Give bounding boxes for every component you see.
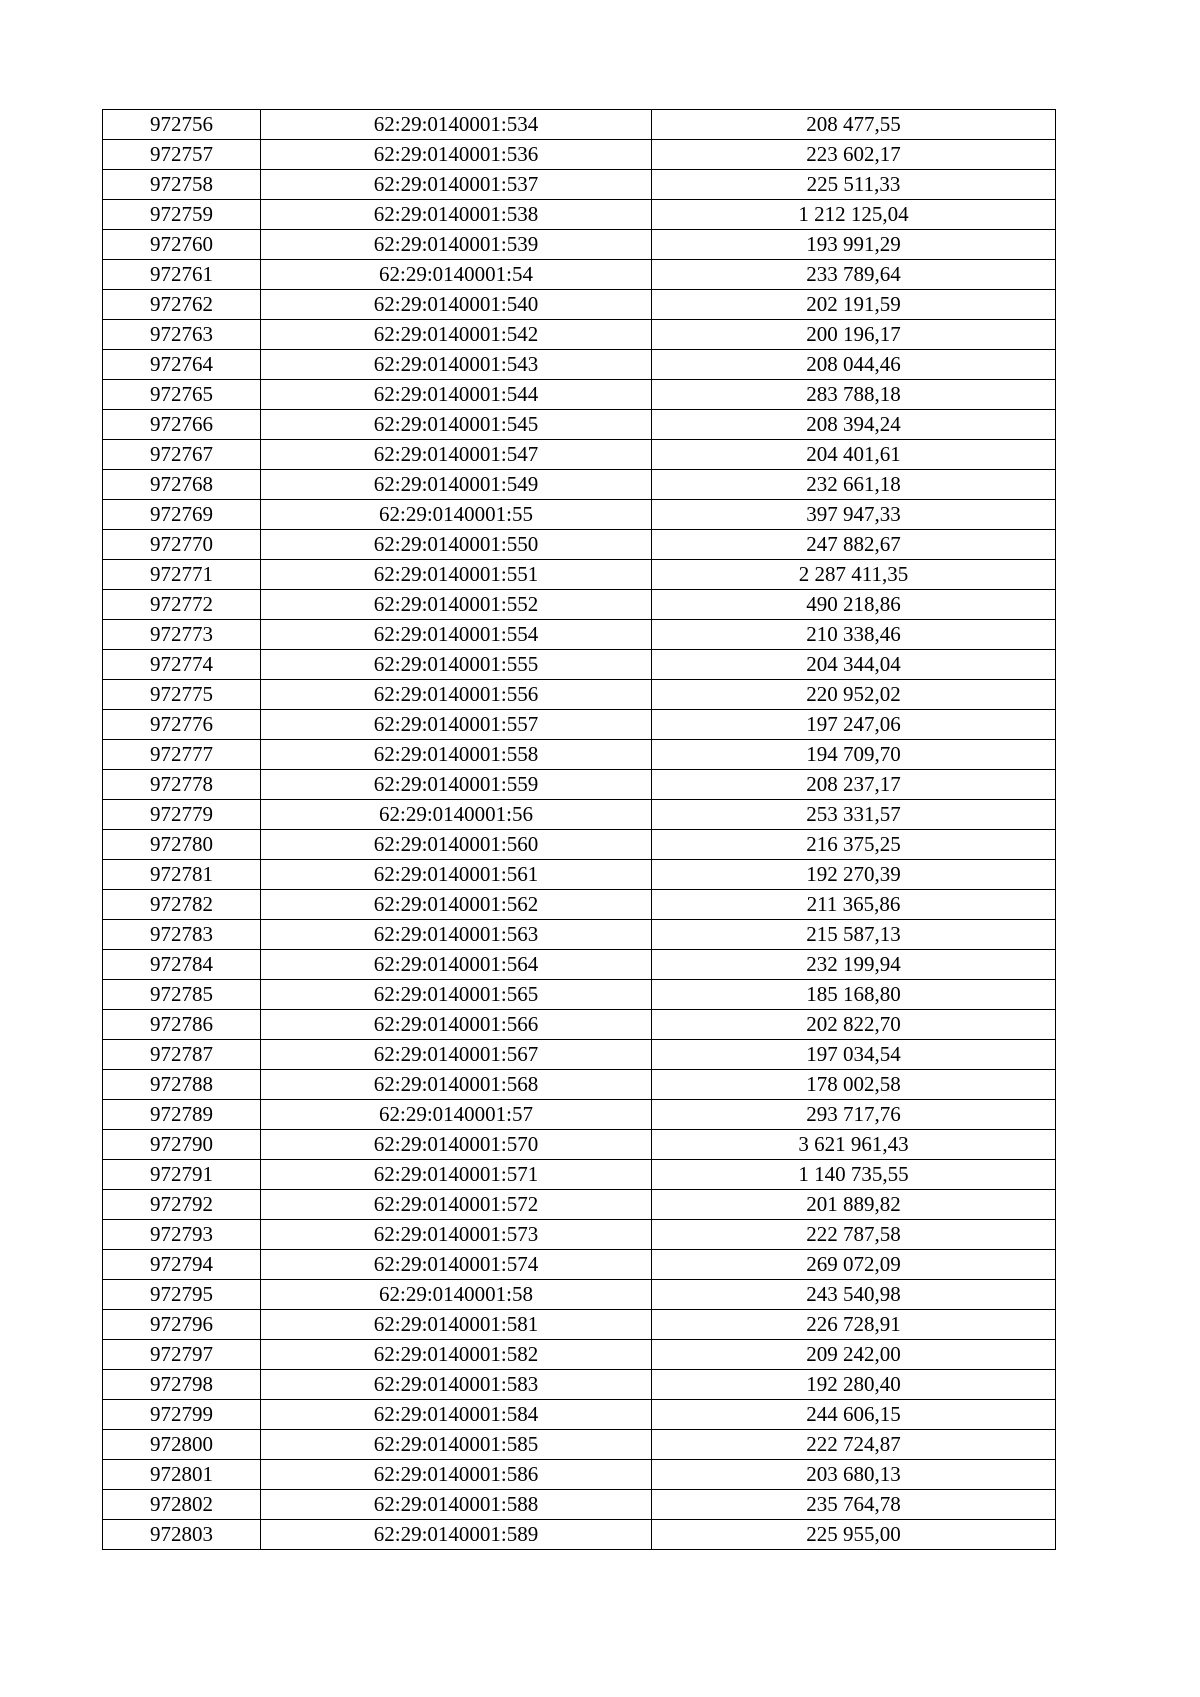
row-number-cell: 972757 bbox=[103, 140, 261, 170]
cadastral-value-cell: 253 331,57 bbox=[652, 800, 1056, 830]
row-number-cell: 972780 bbox=[103, 830, 261, 860]
cadastral-value-cell: 185 168,80 bbox=[652, 980, 1056, 1010]
cadastral-value-cell: 203 680,13 bbox=[652, 1460, 1056, 1490]
cadastral-value-cell: 220 952,02 bbox=[652, 680, 1056, 710]
cadastral-value-cell: 232 661,18 bbox=[652, 470, 1056, 500]
table-row bbox=[103, 950, 1056, 980]
row-number-cell: 972775 bbox=[103, 680, 261, 710]
table-row bbox=[103, 350, 1056, 380]
row-number-cell: 972760 bbox=[103, 230, 261, 260]
table-row bbox=[103, 260, 1056, 290]
table-row bbox=[103, 1490, 1056, 1520]
cadastral-value-cell: 193 991,29 bbox=[652, 230, 1056, 260]
cadastral-value-cell: 397 947,33 bbox=[652, 500, 1056, 530]
cadastral-value-cell: 208 044,46 bbox=[652, 350, 1056, 380]
cadastral-value-cell: 283 788,18 bbox=[652, 380, 1056, 410]
cadastral-value-cell: 192 280,40 bbox=[652, 1370, 1056, 1400]
row-number-cell: 972787 bbox=[103, 1040, 261, 1070]
cadastral-number-cell: 62:29:0140001:554 bbox=[261, 620, 652, 650]
cadastral-number-cell: 62:29:0140001:568 bbox=[261, 1070, 652, 1100]
row-number-cell: 972799 bbox=[103, 1400, 261, 1430]
cadastral-number-cell: 62:29:0140001:563 bbox=[261, 920, 652, 950]
cadastral-number-cell: 62:29:0140001:57 bbox=[261, 1100, 652, 1130]
row-number-cell: 972791 bbox=[103, 1160, 261, 1190]
cadastral-value-cell: 243 540,98 bbox=[652, 1280, 1056, 1310]
cadastral-number-cell: 62:29:0140001:565 bbox=[261, 980, 652, 1010]
cadastral-number-cell: 62:29:0140001:570 bbox=[261, 1130, 652, 1160]
table-row bbox=[103, 1340, 1056, 1370]
cadastral-value-cell: 1 212 125,04 bbox=[652, 200, 1056, 230]
cadastral-value-cell: 194 709,70 bbox=[652, 740, 1056, 770]
row-number-cell: 972759 bbox=[103, 200, 261, 230]
cadastral-number-cell: 62:29:0140001:547 bbox=[261, 440, 652, 470]
row-number-cell: 972792 bbox=[103, 1190, 261, 1220]
table-row bbox=[103, 110, 1056, 140]
row-number-cell: 972795 bbox=[103, 1280, 261, 1310]
table-row bbox=[103, 800, 1056, 830]
table-row bbox=[103, 1040, 1056, 1070]
cadastral-value-cell: 222 787,58 bbox=[652, 1220, 1056, 1250]
cadastral-number-cell: 62:29:0140001:589 bbox=[261, 1520, 652, 1550]
cadastral-value-cell: 209 242,00 bbox=[652, 1340, 1056, 1370]
row-number-cell: 972802 bbox=[103, 1490, 261, 1520]
table-row bbox=[103, 1220, 1056, 1250]
table-row bbox=[103, 710, 1056, 740]
table-row bbox=[103, 290, 1056, 320]
table-row bbox=[103, 1310, 1056, 1340]
cadastral-value-cell: 247 882,67 bbox=[652, 530, 1056, 560]
cadastral-value-cell: 490 218,86 bbox=[652, 590, 1056, 620]
cadastral-value-cell: 211 365,86 bbox=[652, 890, 1056, 920]
cadastral-number-cell: 62:29:0140001:562 bbox=[261, 890, 652, 920]
cadastral-number-cell: 62:29:0140001:538 bbox=[261, 200, 652, 230]
cadastral-number-cell: 62:29:0140001:536 bbox=[261, 140, 652, 170]
cadastral-number-cell: 62:29:0140001:561 bbox=[261, 860, 652, 890]
row-number-cell: 972772 bbox=[103, 590, 261, 620]
row-number-cell: 972798 bbox=[103, 1370, 261, 1400]
table-row bbox=[103, 500, 1056, 530]
cadastral-value-cell: 225 511,33 bbox=[652, 170, 1056, 200]
cadastral-number-cell: 62:29:0140001:54 bbox=[261, 260, 652, 290]
cadastral-value-cell: 202 822,70 bbox=[652, 1010, 1056, 1040]
cadastral-value-cell: 269 072,09 bbox=[652, 1250, 1056, 1280]
table-row bbox=[103, 1190, 1056, 1220]
table-row bbox=[103, 920, 1056, 950]
row-number-cell: 972776 bbox=[103, 710, 261, 740]
cadastral-number-cell: 62:29:0140001:549 bbox=[261, 470, 652, 500]
cadastral-value-cell: 223 602,17 bbox=[652, 140, 1056, 170]
row-number-cell: 972779 bbox=[103, 800, 261, 830]
cadastral-number-cell: 62:29:0140001:555 bbox=[261, 650, 652, 680]
cadastral-number-cell: 62:29:0140001:540 bbox=[261, 290, 652, 320]
row-number-cell: 972794 bbox=[103, 1250, 261, 1280]
cadastral-number-cell: 62:29:0140001:567 bbox=[261, 1040, 652, 1070]
cadastral-number-cell: 62:29:0140001:537 bbox=[261, 170, 652, 200]
row-number-cell: 972786 bbox=[103, 1010, 261, 1040]
cadastral-number-cell: 62:29:0140001:564 bbox=[261, 950, 652, 980]
row-number-cell: 972778 bbox=[103, 770, 261, 800]
cadastral-number-cell: 62:29:0140001:58 bbox=[261, 1280, 652, 1310]
cadastral-value-cell: 1 140 735,55 bbox=[652, 1160, 1056, 1190]
row-number-cell: 972801 bbox=[103, 1460, 261, 1490]
cadastral-number-cell: 62:29:0140001:542 bbox=[261, 320, 652, 350]
cadastral-value-cell: 197 247,06 bbox=[652, 710, 1056, 740]
table-row bbox=[103, 980, 1056, 1010]
row-number-cell: 972763 bbox=[103, 320, 261, 350]
cadastral-value-cell: 197 034,54 bbox=[652, 1040, 1056, 1070]
row-number-cell: 972797 bbox=[103, 1340, 261, 1370]
cadastral-value-cell: 226 728,91 bbox=[652, 1310, 1056, 1340]
table-row bbox=[103, 440, 1056, 470]
table-row bbox=[103, 860, 1056, 890]
cadastral-number-cell: 62:29:0140001:588 bbox=[261, 1490, 652, 1520]
row-number-cell: 972762 bbox=[103, 290, 261, 320]
table-row bbox=[103, 320, 1056, 350]
table-row bbox=[103, 1400, 1056, 1430]
table-row bbox=[103, 230, 1056, 260]
row-number-cell: 972761 bbox=[103, 260, 261, 290]
table-row bbox=[103, 1430, 1056, 1460]
cadastral-number-cell: 62:29:0140001:581 bbox=[261, 1310, 652, 1340]
cadastral-number-cell: 62:29:0140001:551 bbox=[261, 560, 652, 590]
table-row bbox=[103, 830, 1056, 860]
row-number-cell: 972796 bbox=[103, 1310, 261, 1340]
table-row bbox=[103, 890, 1056, 920]
cadastral-value-cell: 208 394,24 bbox=[652, 410, 1056, 440]
row-number-cell: 972781 bbox=[103, 860, 261, 890]
cadastral-number-cell: 62:29:0140001:572 bbox=[261, 1190, 652, 1220]
row-number-cell: 972790 bbox=[103, 1130, 261, 1160]
cadastral-value-cell: 204 401,61 bbox=[652, 440, 1056, 470]
table-row bbox=[103, 140, 1056, 170]
table-row bbox=[103, 680, 1056, 710]
table-row bbox=[103, 740, 1056, 770]
cadastral-number-cell: 62:29:0140001:543 bbox=[261, 350, 652, 380]
cadastral-value-cell: 222 724,87 bbox=[652, 1430, 1056, 1460]
cadastral-value-cell: 225 955,00 bbox=[652, 1520, 1056, 1550]
cadastral-number-cell: 62:29:0140001:545 bbox=[261, 410, 652, 440]
cadastral-value-cell: 208 237,17 bbox=[652, 770, 1056, 800]
cadastral-number-cell: 62:29:0140001:560 bbox=[261, 830, 652, 860]
table-row bbox=[103, 1460, 1056, 1490]
cadastral-value-cell: 178 002,58 bbox=[652, 1070, 1056, 1100]
table-row bbox=[103, 380, 1056, 410]
table-row bbox=[103, 170, 1056, 200]
table-row bbox=[103, 1280, 1056, 1310]
table-row bbox=[103, 620, 1056, 650]
table-row bbox=[103, 200, 1056, 230]
cadastral-value-cell: 202 191,59 bbox=[652, 290, 1056, 320]
cadastral-value-cell: 2 287 411,35 bbox=[652, 560, 1056, 590]
cadastral-number-cell: 62:29:0140001:558 bbox=[261, 740, 652, 770]
table-row bbox=[103, 1520, 1056, 1550]
cadastral-value-table bbox=[102, 109, 1056, 1550]
cadastral-number-cell: 62:29:0140001:544 bbox=[261, 380, 652, 410]
table-body bbox=[103, 110, 1056, 1550]
cadastral-number-cell: 62:29:0140001:571 bbox=[261, 1160, 652, 1190]
row-number-cell: 972784 bbox=[103, 950, 261, 980]
row-number-cell: 972770 bbox=[103, 530, 261, 560]
table-row bbox=[103, 1100, 1056, 1130]
table-row bbox=[103, 1370, 1056, 1400]
row-number-cell: 972783 bbox=[103, 920, 261, 950]
table-row bbox=[103, 770, 1056, 800]
table-row bbox=[103, 1250, 1056, 1280]
cadastral-value-cell: 192 270,39 bbox=[652, 860, 1056, 890]
row-number-cell: 972767 bbox=[103, 440, 261, 470]
cadastral-value-cell: 232 199,94 bbox=[652, 950, 1056, 980]
row-number-cell: 972769 bbox=[103, 500, 261, 530]
cadastral-value-cell: 208 477,55 bbox=[652, 110, 1056, 140]
cadastral-value-cell: 210 338,46 bbox=[652, 620, 1056, 650]
row-number-cell: 972774 bbox=[103, 650, 261, 680]
cadastral-value-cell: 293 717,76 bbox=[652, 1100, 1056, 1130]
cadastral-number-cell: 62:29:0140001:584 bbox=[261, 1400, 652, 1430]
cadastral-number-cell: 62:29:0140001:534 bbox=[261, 110, 652, 140]
cadastral-value-cell: 204 344,04 bbox=[652, 650, 1056, 680]
table-row bbox=[103, 560, 1056, 590]
table-row bbox=[103, 1070, 1056, 1100]
cadastral-number-cell: 62:29:0140001:539 bbox=[261, 230, 652, 260]
cadastral-number-cell: 62:29:0140001:574 bbox=[261, 1250, 652, 1280]
row-number-cell: 972758 bbox=[103, 170, 261, 200]
cadastral-number-cell: 62:29:0140001:582 bbox=[261, 1340, 652, 1370]
table-row bbox=[103, 530, 1056, 560]
row-number-cell: 972789 bbox=[103, 1100, 261, 1130]
cadastral-value-cell: 216 375,25 bbox=[652, 830, 1056, 860]
cadastral-number-cell: 62:29:0140001:583 bbox=[261, 1370, 652, 1400]
cadastral-number-cell: 62:29:0140001:585 bbox=[261, 1430, 652, 1460]
cadastral-number-cell: 62:29:0140001:552 bbox=[261, 590, 652, 620]
table-row bbox=[103, 590, 1056, 620]
cadastral-number-cell: 62:29:0140001:556 bbox=[261, 680, 652, 710]
cadastral-number-cell: 62:29:0140001:56 bbox=[261, 800, 652, 830]
table-row bbox=[103, 1130, 1056, 1160]
row-number-cell: 972788 bbox=[103, 1070, 261, 1100]
row-number-cell: 972803 bbox=[103, 1520, 261, 1550]
row-number-cell: 972756 bbox=[103, 110, 261, 140]
table-row bbox=[103, 650, 1056, 680]
cadastral-number-cell: 62:29:0140001:55 bbox=[261, 500, 652, 530]
row-number-cell: 972793 bbox=[103, 1220, 261, 1250]
cadastral-value-cell: 244 606,15 bbox=[652, 1400, 1056, 1430]
row-number-cell: 972768 bbox=[103, 470, 261, 500]
cadastral-number-cell: 62:29:0140001:573 bbox=[261, 1220, 652, 1250]
cadastral-value-cell: 235 764,78 bbox=[652, 1490, 1056, 1520]
row-number-cell: 972785 bbox=[103, 980, 261, 1010]
cadastral-value-cell: 201 889,82 bbox=[652, 1190, 1056, 1220]
cadastral-value-cell: 3 621 961,43 bbox=[652, 1130, 1056, 1160]
table-row bbox=[103, 1160, 1056, 1190]
cadastral-number-cell: 62:29:0140001:559 bbox=[261, 770, 652, 800]
row-number-cell: 972773 bbox=[103, 620, 261, 650]
cadastral-value-cell: 233 789,64 bbox=[652, 260, 1056, 290]
table-row bbox=[103, 410, 1056, 440]
row-number-cell: 972764 bbox=[103, 350, 261, 380]
row-number-cell: 972765 bbox=[103, 380, 261, 410]
cadastral-value-cell: 200 196,17 bbox=[652, 320, 1056, 350]
cadastral-number-cell: 62:29:0140001:566 bbox=[261, 1010, 652, 1040]
row-number-cell: 972777 bbox=[103, 740, 261, 770]
row-number-cell: 972800 bbox=[103, 1430, 261, 1460]
cadastral-number-cell: 62:29:0140001:557 bbox=[261, 710, 652, 740]
table-row bbox=[103, 470, 1056, 500]
cadastral-number-cell: 62:29:0140001:586 bbox=[261, 1460, 652, 1490]
table-row bbox=[103, 1010, 1056, 1040]
row-number-cell: 972782 bbox=[103, 890, 261, 920]
row-number-cell: 972766 bbox=[103, 410, 261, 440]
cadastral-number-cell: 62:29:0140001:550 bbox=[261, 530, 652, 560]
cadastral-value-cell: 215 587,13 bbox=[652, 920, 1056, 950]
row-number-cell: 972771 bbox=[103, 560, 261, 590]
